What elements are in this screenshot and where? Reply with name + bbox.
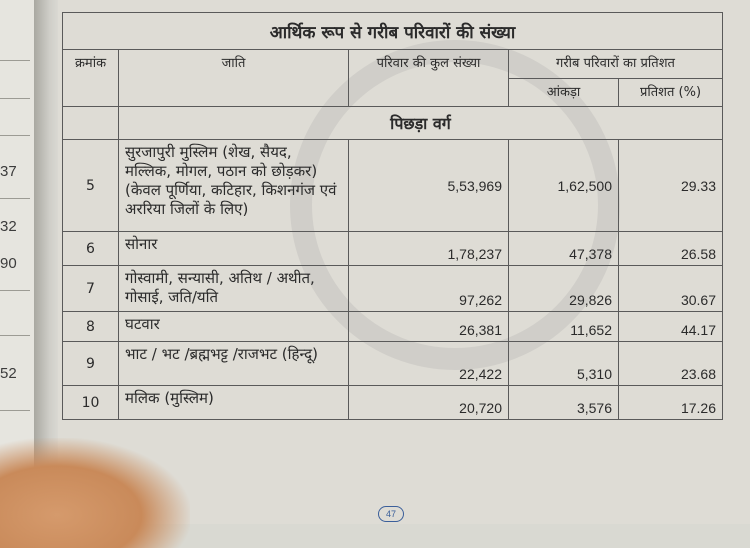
margin-rule <box>0 135 30 136</box>
row-percent: 26.58 <box>619 232 723 266</box>
row-figure: 29,826 <box>509 266 619 312</box>
row-total: 26,381 <box>349 312 509 342</box>
table-row <box>63 232 723 266</box>
margin-rule <box>0 60 30 61</box>
row-figure: 3,576 <box>509 386 619 420</box>
margin-rule <box>0 410 30 411</box>
section-spacer <box>63 107 119 140</box>
table-row <box>63 386 723 420</box>
table-row <box>63 266 723 312</box>
row-total: 5,53,969 <box>349 140 509 232</box>
row-sno: 6 <box>63 232 119 266</box>
row-total: 1,78,237 <box>349 232 509 266</box>
row-sno: 5 <box>63 140 119 232</box>
margin-rule <box>0 290 30 291</box>
table-row <box>63 140 723 232</box>
row-percent: 30.67 <box>619 266 723 312</box>
row-caste: घटवार <box>119 312 349 342</box>
header-sno: क्रमांक <box>63 50 119 107</box>
margin-number: 32 <box>0 218 17 235</box>
row-caste: सुरजापुरी मुस्लिम (शेख, सैयद, मल्लिक, मोगल, पठान को छोड़कर) (केवल पूर्णिया, कटिहार, किशनगंज एवं अररिया जिलों के लिए) <box>119 140 349 232</box>
row-percent: 23.68 <box>619 342 723 386</box>
header-poor-families: गरीब परिवारों का प्रतिशत <box>509 50 723 79</box>
header-caste: जाति <box>119 50 349 107</box>
table-row <box>63 312 723 342</box>
row-total: 97,262 <box>349 266 509 312</box>
row-percent: 29.33 <box>619 140 723 232</box>
row-total: 20,720 <box>349 386 509 420</box>
row-sno: 9 <box>63 342 119 386</box>
row-percent: 17.26 <box>619 386 723 420</box>
row-caste: गोस्वामी, सन्यासी, अतिथ / अथीत, गोसाई, जति/यति <box>119 266 349 312</box>
page-number: 47 <box>378 506 404 522</box>
header-total-families: परिवार की कुल संख्या <box>349 50 509 107</box>
row-total: 22,422 <box>349 342 509 386</box>
row-sno: 8 <box>63 312 119 342</box>
row-figure: 1,62,500 <box>509 140 619 232</box>
header-row <box>63 50 723 79</box>
margin-rule <box>0 98 30 99</box>
poor-families-table <box>62 12 723 420</box>
row-caste: सोनार <box>119 232 349 266</box>
row-figure: 5,310 <box>509 342 619 386</box>
margin-number: 90 <box>0 255 17 272</box>
header-figure: आंकड़ा <box>509 79 619 107</box>
table-title: आर्थिक रूप से गरीब परिवारों की संख्या <box>63 13 723 50</box>
margin-rule <box>0 335 30 336</box>
row-sno: 10 <box>63 386 119 420</box>
header-percent: प्रतिशत (%) <box>619 79 723 107</box>
row-percent: 44.17 <box>619 312 723 342</box>
section-title: पिछड़ा वर्ग <box>119 107 723 140</box>
row-figure: 47,378 <box>509 232 619 266</box>
row-caste: भाट / भट /ब्रह्मभट्ट /राजभट (हिन्दू) <box>119 342 349 386</box>
row-sno: 7 <box>63 266 119 312</box>
row-figure: 11,652 <box>509 312 619 342</box>
table-row <box>63 342 723 386</box>
margin-number: 37 <box>0 163 17 180</box>
row-caste: मलिक (मुस्लिम) <box>119 386 349 420</box>
margin-rule <box>0 198 30 199</box>
section-row <box>63 107 723 140</box>
finger-shadow <box>0 438 190 548</box>
margin-number: 52 <box>0 365 17 382</box>
title-row <box>63 13 723 50</box>
